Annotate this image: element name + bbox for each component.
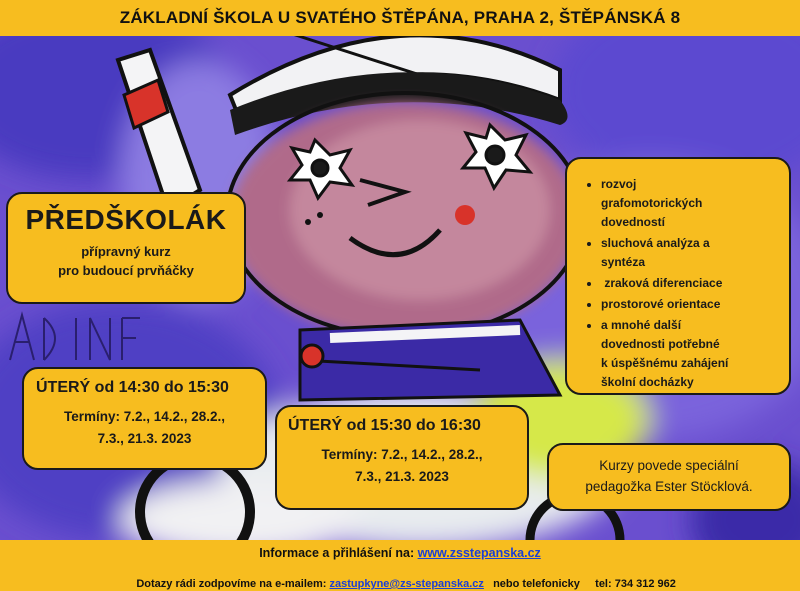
teacher-box (547, 443, 791, 511)
term-box-1 (22, 367, 267, 470)
email-link[interactable]: zastupkyne@zs-stepanska.cz (329, 578, 484, 590)
footer-contact-line (0, 566, 800, 591)
skills-box (565, 157, 791, 395)
course-title-box (6, 192, 246, 304)
term-1-time: ÚTERÝ od 14:30 do 15:30 (36, 379, 229, 396)
term-2-dates-line2: 7.3., 21.3. 2023 (355, 469, 449, 484)
term-1-dates-line2: 7.3., 21.3. 2023 (97, 431, 192, 446)
skill-item: • a mnohé další dovednosti potřebné k úspěšnému zahájení školní docházky (601, 316, 789, 392)
info-label: Informace a přihlášení na: (259, 546, 418, 560)
footer-info-line (0, 546, 800, 560)
term-1-dates-line1: Termíny: 7.2., 14.2., 28.2., (63, 409, 226, 424)
skill-item: • zraková diferenciace (601, 274, 789, 293)
teacher-line1: Kurzy povede speciální (599, 458, 739, 473)
contact-mid: nebo telefonicky (483, 578, 596, 590)
term-box-2 (275, 405, 529, 510)
course-subtitle-line2: pro budoucí prvňáčky (58, 263, 194, 278)
teacher-line2: pedagožka Ester Stöcklová. (585, 479, 753, 494)
skill-item: • rozvoj grafomotorických dovedností (601, 175, 789, 232)
contact-prefix: Dotazy rádi zodpovíme na e-mailem: (136, 578, 330, 590)
website-link[interactable]: www.zsstepanska.cz (417, 546, 541, 560)
course-subtitle-line1: přípravný kurz (81, 244, 171, 259)
skill-item: • prostorové orientace (601, 295, 789, 314)
skill-item: • sluchová analýza a syntéza (601, 234, 789, 272)
course-title: PŘEDŠKOLÁK (25, 204, 227, 235)
school-header: ZÁKLADNÍ ŠKOLA U SVATÉHO ŠTĚPÁNA, PRAHA 2, ŠTĚPÁNSKÁ 8 (0, 0, 800, 36)
term-2-time: ÚTERÝ od 15:30 do 16:30 (288, 417, 481, 434)
phone-number: tel: 734 312 962 (595, 578, 676, 590)
term-2-dates-line1: Termíny: 7.2., 14.2., 28.2., (321, 447, 483, 462)
skills-list (567, 175, 789, 392)
